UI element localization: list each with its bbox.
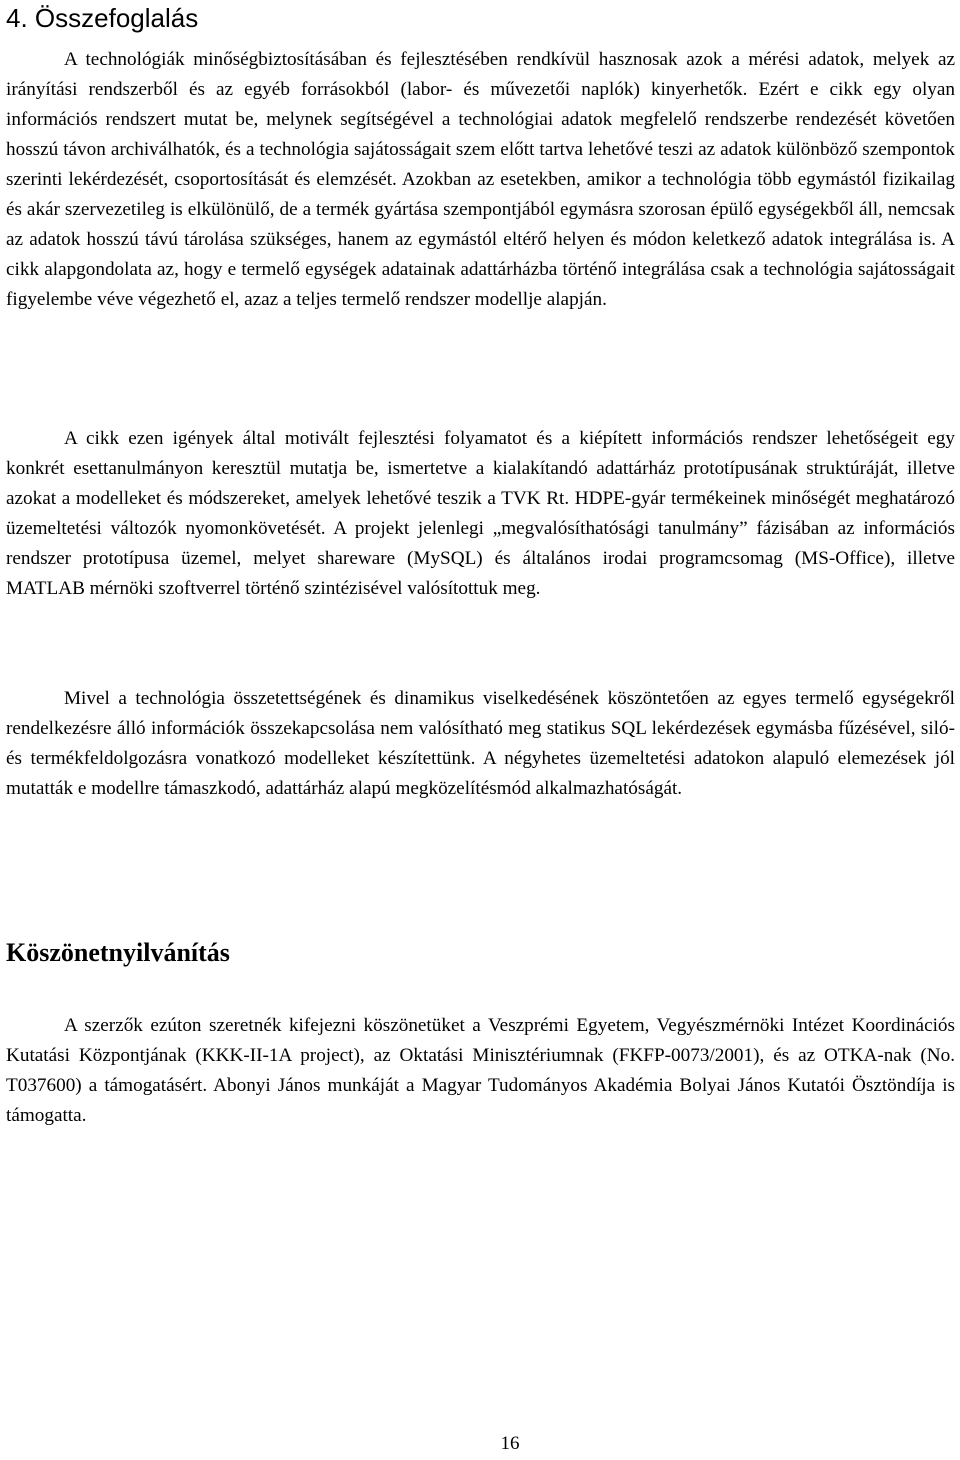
- acknowledgement-title: Köszönetnyilvánítás: [6, 938, 230, 967]
- acknowledgement-paragraph: A szerzők ezúton szeretnék kifejezni köszönetüket a Veszprémi Egyetem, Vegyészmérnöki Intézet Koordinációs Kutatási Központjának (KKK-II-1A project), az Oktatási Minisztériumnak (FKFP-0073/2001), és az OTKA-nak (No. T037600) a támogatásért. Abonyi János munkáját a Magyar Tudományos Akadémia Bolyai János Kutatói Ösztöndíja is támogatta.: [6, 1015, 955, 1126]
- summary-paragraph-2: A cikk ezen igények által motivált fejlesztési folyamatot és a kiépített információs rendszer lehetőségeit egy konkrét esettanulmányon keresztül mutatja be, ismertetve a kialakítandó adattárház prototípusának struktúráját, illetve azokat a modelleket és módszereket, amelyek lehetővé teszik a TVK Rt. HDPE-gyár termékeinek minőségét meghatározó üzemeltetési változók nyomonkövetését. A projekt jelenlegi „megvalósíthatósági tanulmány” fázisában az információs rendszer prototípusa üzemel, melyet shareware (MySQL) és általános irodai programcsomag (MS-Office), illetve MATLAB mérnöki szoftverrel történő szintézisével valósítottuk meg.: [6, 428, 955, 599]
- page-number: 16: [500, 1433, 520, 1454]
- summary-paragraph-1: A technológiák minőségbiztosításában és fejlesztésében rendkívül hasznosak azok a mérési adatok, melyek az irányítási rendszerből és az egyéb forrásokból (labor- és művezetői naplók) kinyerhetők. Ezért e cikk egy olyan információs rendszert mutat be, melynek segítségével a technológiai adatok megfelelő rendszerbe rendezését követően hosszú távon archiválhatók, és a technológia sajátosságait szem előtt tartva lehetővé teszi az adatok különböző szempontok szerinti lekérdezését, csoportosítását és elemzését. Azokban az esetekben, amikor a technológia több egymástól fizikailag és akár szervezetileg is elkülönülő, de a termék gyártása szempontjából egymásra szorosan épülő egységekből áll, nemcsak az adatok hosszú távú tárolása szükséges, hanem az egymástól eltérő helyen és módon keletkező adatok integrálása is. A cikk alapgondolata az, hogy e termelő egységek adatainak adattárházba történő integrálása csak a technológia sajátosságait figyelembe véve végezhető el, azaz a teljes termelő rendszer modellje alapján.: [6, 49, 955, 310]
- section-title: 4. Összefoglalás: [6, 3, 199, 33]
- summary-paragraph-3: Mivel a technológia összetettségének és dinamikus viselkedésének köszöntetően az egyes termelő egységekről rendelkezésre álló információk összekapcsolása nem valósítható meg statikus SQL lekérdezések egymásba fűzésével, siló- és termékfeldolgozásra vonatkozó modelleket készítettünk. A négyhetes üzemeltetési adatokon alapuló elemezések jól mutatták e modellre támaszkodó, adattárház alapú megközelítésmód alkalmazhatóságát.: [6, 688, 955, 799]
